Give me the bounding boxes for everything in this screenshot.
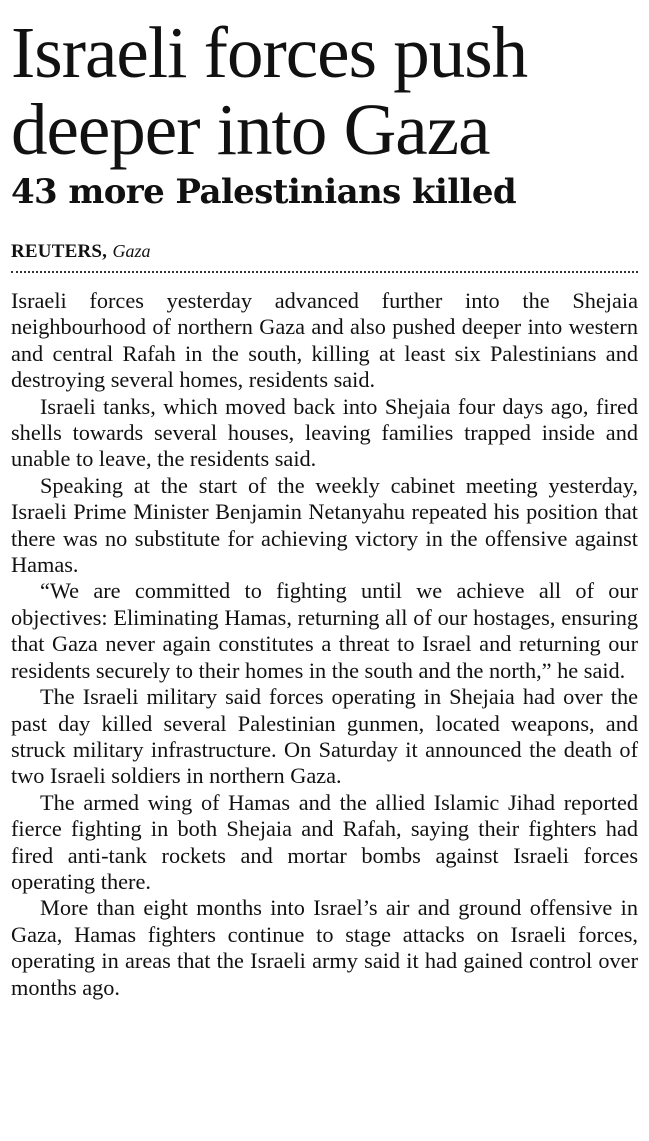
subheadline: 43 more Palestinians killed	[11, 172, 517, 212]
paragraph: Israeli tanks, which moved back into Shejaia four days ago, fired shells towards several houses, leaving families trapped inside and unable to leave, the residents said.	[11, 393, 638, 472]
paragraph: The armed wing of Hamas and the allied Islamic Jihad reported fierce fighting in both Shejaia and Rafah, saying their fighters had fired anti-tank rockets and mortar bombs against Israeli forces operating there.	[11, 789, 638, 894]
byline	[11, 240, 638, 263]
paragraph: “We are committed to fighting until we achieve all of our objectives: Eliminating Hamas, returning all of our hostages, ensuring that Gaza never again constitutes a threat to Israel and returning our residents securely to their homes in the south and the north,” he said.	[11, 578, 638, 683]
dotted-divider	[11, 271, 638, 273]
byline-agency: REUTERS,	[11, 241, 108, 262]
paragraph: Israeli forces yesterday advanced further into the Shejaia neighbourhood of northern Gaza and also pushed deeper into western and central Rafah in the south, killing at least six Palestinians and destroying several homes, residents said.	[11, 288, 638, 393]
byline-location: Gaza	[112, 241, 151, 261]
paragraph: Speaking at the start of the weekly cabinet meeting yesterday, Israeli Prime Minister Benjamin Netanyahu repeated his position that there was no substitute for achieving victory in the offensive against Hamas.	[11, 472, 638, 578]
headline: Israeli forces push deeper into Gaza	[11, 12, 528, 170]
paragraph: More than eight months into Israel’s air and ground offensive in Gaza, Hamas fighters continue to stage attacks on Israeli forces, operating in areas that the Israeli army said it had gained control over months ago.	[11, 895, 638, 1000]
article-body	[11, 288, 638, 1001]
paragraph: The Israeli military said forces operating in Shejaia had over the past day killed several Palestinian gunmen, located weapons, and struck military infrastructure. On Saturday it announced the death of two Israeli soldiers in northern Gaza.	[11, 684, 638, 789]
